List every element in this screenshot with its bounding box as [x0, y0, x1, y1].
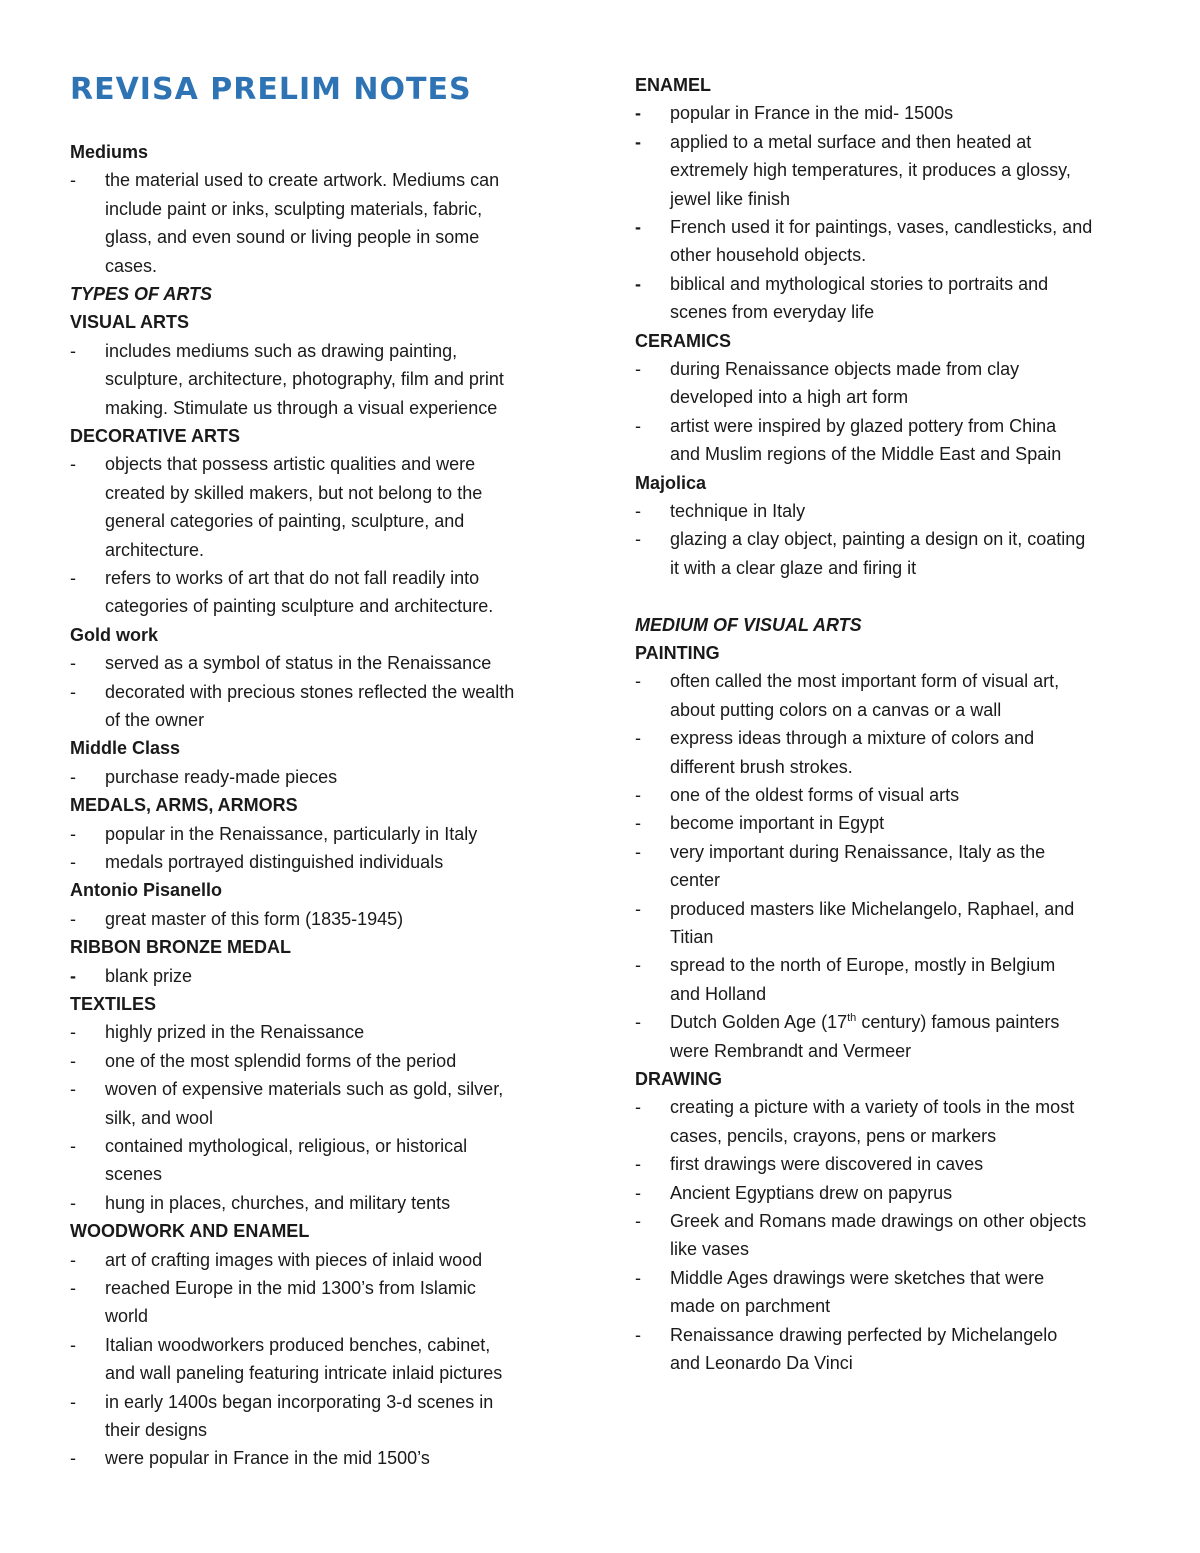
list-item-text: decorated with precious stones reflected the wealth: [105, 681, 515, 702]
section-heading: Majolica: [635, 472, 707, 493]
list-item-continuation: of the owner: [105, 710, 205, 730]
dash-bullet-icon: -: [70, 1334, 76, 1355]
list-item-text: Italian woodworkers produced benches, cabinet,: [105, 1334, 491, 1355]
list-item-text: Ancient Egyptians drew on papyrus: [670, 1182, 953, 1203]
list-item-text: popular in France in the mid- 1500s: [670, 103, 954, 124]
list-item-text: Renaissance drawing perfected by Michelangelo: [670, 1324, 1058, 1345]
dash-bullet-icon: -: [70, 1079, 76, 1100]
dash-bullet-icon: -: [70, 852, 76, 872]
list-item: [70, 848, 605, 876]
list-item-continuation: and Holland: [670, 983, 767, 1004]
dash-bullet-icon: -: [70, 454, 76, 475]
list-item-continuation: made on parchment: [670, 1296, 831, 1317]
list-item: [70, 763, 605, 791]
section-heading: Middle Class: [70, 738, 181, 759]
list-item-text: popular in the Renaissance, particularly in Italy: [105, 823, 478, 844]
list-item-text: one of the most splendid forms of the period: [105, 1050, 457, 1071]
list-item: [70, 564, 605, 592]
list-item-continuation: categories of painting sculpture and architecture.: [105, 596, 494, 617]
dash-bullet-icon: -: [635, 728, 641, 749]
list-item-text: woven of expensive materials such as gold, silver,: [105, 1079, 504, 1100]
list-item-text: objects that possess artistic qualities and were: [105, 454, 476, 475]
list-item-text: first drawings were discovered in caves: [670, 1154, 984, 1175]
section-heading: DRAWING: [635, 1069, 722, 1089]
dash-bullet-icon: -: [635, 671, 641, 692]
dash-bullet-icon: -: [635, 1211, 641, 1231]
list-item: [70, 1075, 605, 1103]
dash-bullet-icon: -: [70, 1050, 76, 1071]
section-category-heading: MEDIUM OF VISUAL ARTS: [635, 614, 862, 635]
list-item-continuation: it with a clear glaze and firing it: [670, 557, 917, 578]
dash-bullet-icon: -: [70, 908, 76, 929]
list-item: [635, 895, 1170, 923]
list-item: [635, 99, 1170, 127]
list-item: [70, 905, 605, 933]
dash-bullet-icon: -: [70, 1448, 76, 1469]
list-item-text: glazing a clay object, painting a design on it, coating: [670, 529, 1086, 550]
dash-bullet-icon: -: [635, 273, 641, 294]
list-item-text: one of the oldest forms of visual arts: [670, 785, 960, 805]
list-item-text: highly prized in the Renaissance: [105, 1022, 365, 1043]
list-item-continuation: making. Stimulate us through a visual experience: [105, 397, 498, 418]
list-item-text: includes mediums such as drawing painting,: [105, 340, 458, 361]
section-heading: DECORATIVE ARTS: [70, 426, 241, 446]
section-heading: MEDALS, ARMS, ARMORS: [70, 795, 298, 816]
dash-bullet-icon: -: [635, 501, 641, 521]
section-category-heading: TYPES OF ARTS: [70, 284, 213, 304]
list-item: [70, 649, 605, 677]
dash-bullet-icon: -: [70, 653, 76, 674]
list-item-continuation: jewel like finish: [670, 188, 791, 209]
dash-bullet-icon: -: [70, 1249, 76, 1270]
list-item-continuation: developed into a high art form: [670, 387, 909, 408]
dash-bullet-icon: -: [635, 131, 641, 152]
list-item: [635, 270, 1170, 298]
list-item: [635, 1207, 1170, 1235]
dash-bullet-icon: -: [635, 1154, 641, 1175]
list-item-text: in early 1400s began incorporating 3-d scenes in: [105, 1391, 494, 1412]
list-item: [635, 1008, 1170, 1036]
list-item-continuation: world: [105, 1306, 149, 1327]
list-item-text: served as a symbol of status in the Renaissance: [105, 653, 492, 674]
list-item-text: the material used to create artwork. Mediums can: [105, 170, 500, 191]
section-heading: TEXTILES: [70, 994, 157, 1014]
list-item-text: art of crafting images with pieces of inlaid wood: [105, 1249, 483, 1270]
list-item-text: creating a picture with a variety of tools in the most: [670, 1097, 1075, 1118]
dash-bullet-icon: -: [635, 529, 641, 550]
list-item-text: produced masters like Michelangelo, Raphael, and: [670, 898, 1075, 919]
list-item: [635, 951, 1170, 979]
list-item-continuation: their designs: [105, 1420, 208, 1440]
dash-bullet-icon: -: [635, 1097, 641, 1118]
list-item-text: refers to works of art that do not fall readily into: [105, 568, 480, 588]
list-item: [635, 525, 1170, 553]
list-item: [635, 781, 1170, 809]
list-item: [70, 1018, 605, 1046]
list-item-text: technique in Italy: [670, 501, 806, 521]
list-item-text: Greek and Romans made drawings on other objects: [670, 1211, 1087, 1231]
list-item-continuation: different brush strokes.: [670, 756, 853, 777]
dash-bullet-icon: -: [70, 568, 76, 588]
list-item: [70, 450, 605, 478]
list-item: [70, 1444, 605, 1472]
section-heading: Gold work: [70, 624, 159, 645]
list-item-continuation: general categories of painting, sculpture, and: [105, 511, 465, 532]
list-item-text: express ideas through a mixture of colors and: [670, 728, 1035, 749]
list-item: [70, 678, 605, 706]
list-item: [635, 724, 1170, 752]
dash-bullet-icon: -: [70, 766, 76, 787]
section-heading: CERAMICS: [635, 330, 732, 351]
section-heading: WOODWORK AND ENAMEL: [70, 1221, 310, 1242]
list-item: [70, 337, 605, 365]
list-item-continuation: include paint or inks, sculpting materials, fabric,: [105, 198, 483, 219]
list-item-continuation: center: [670, 870, 721, 891]
list-item-text: were popular in France in the mid 1500’s: [105, 1448, 430, 1469]
list-item-continuation: glass, and even sound or living people in some: [105, 227, 480, 248]
list-item: [635, 213, 1170, 241]
list-item-continuation: cases, pencils, crayons, pens or markers: [670, 1125, 997, 1146]
list-item: [635, 1093, 1170, 1121]
list-item: [70, 1274, 605, 1302]
list-item-continuation: cases.: [105, 255, 158, 276]
list-item-text: French used it for paintings, vases, candlesticks, and: [670, 217, 1093, 237]
dash-bullet-icon: -: [635, 1012, 641, 1033]
list-item-text: Middle Ages drawings were sketches that were: [670, 1267, 1045, 1288]
list-item-continuation: were Rembrandt and Vermeer: [670, 1040, 912, 1061]
list-item-continuation: and wall paneling featuring intricate inlaid pictures: [105, 1363, 503, 1384]
dash-bullet-icon: -: [70, 1391, 76, 1412]
list-item-continuation: like vases: [670, 1239, 750, 1260]
list-item-continuation: silk, and wool: [105, 1107, 214, 1128]
list-item-text: contained mythological, religious, or historical: [105, 1136, 468, 1156]
dash-bullet-icon: -: [70, 340, 76, 361]
dash-bullet-icon: -: [635, 898, 641, 919]
list-item: [635, 412, 1170, 440]
list-item-text: Dutch Golden Age (17th century) famous painters: [670, 1012, 1060, 1033]
list-item-continuation: and Muslim regions of the Middle East and Spain: [670, 444, 1062, 465]
list-item-text: become important in Egypt: [670, 813, 885, 834]
dash-bullet-icon: -: [70, 170, 76, 191]
list-item: [635, 1150, 1170, 1178]
superscript: th: [847, 1012, 857, 1025]
list-item: [70, 1189, 605, 1217]
list-item-continuation: extremely high temperatures, it produces a glossy,: [670, 160, 1071, 181]
list-item-continuation: scenes: [105, 1164, 163, 1185]
dash-bullet-icon: -: [635, 103, 641, 124]
dash-bullet-icon: -: [635, 813, 641, 834]
dash-bullet-icon: -: [70, 965, 76, 986]
section-heading: Mediums: [70, 142, 149, 162]
list-item: [635, 667, 1170, 695]
list-item: [635, 128, 1170, 156]
list-item-continuation: Titian: [670, 927, 714, 947]
dash-bullet-icon: -: [635, 217, 641, 237]
list-item: [635, 1321, 1170, 1349]
list-item-text: hung in places, churches, and military tents: [105, 1192, 451, 1213]
list-item-continuation: sculpture, architecture, photography, film and print: [105, 369, 504, 390]
list-item-continuation: scenes from everyday life: [670, 302, 875, 323]
list-item-text: very important during Renaissance, Italy as the: [670, 841, 1046, 862]
list-item: [70, 166, 605, 194]
list-item: [635, 355, 1170, 383]
dash-bullet-icon: -: [635, 841, 641, 862]
section-heading: ENAMEL: [635, 75, 711, 95]
dash-bullet-icon: -: [70, 823, 76, 844]
list-item-text: blank prize: [105, 965, 193, 986]
list-item: [635, 838, 1170, 866]
list-item: [635, 1264, 1170, 1292]
blank-line: [635, 582, 1135, 610]
dash-bullet-icon: -: [635, 785, 641, 805]
section-heading: PAINTING: [635, 643, 720, 663]
list-item: [635, 497, 1170, 525]
list-item-text: artist were inspired by glazed pottery from China: [670, 415, 1057, 436]
dash-bullet-icon: -: [70, 681, 76, 702]
list-item-continuation: other household objects.: [670, 245, 867, 266]
list-item: [70, 1047, 605, 1075]
list-item-text: purchase ready-made pieces: [105, 766, 338, 787]
list-item: [635, 1179, 1170, 1207]
list-item-text: medals portrayed distinguished individuals: [105, 852, 444, 872]
list-item-text: applied to a metal surface and then heated at: [670, 131, 1032, 152]
list-item-text: reached Europe in the mid 1300’s from Islamic: [105, 1278, 476, 1298]
dash-bullet-icon: -: [70, 1022, 76, 1043]
list-item: [70, 820, 605, 848]
dash-bullet-icon: -: [635, 955, 641, 976]
dash-bullet-icon: -: [635, 1182, 641, 1203]
list-item-continuation: and Leonardo Da Vinci: [670, 1353, 853, 1373]
page-title: REVISA PRELIM NOTES: [70, 72, 472, 107]
dash-bullet-icon: -: [70, 1136, 76, 1156]
list-item: [635, 809, 1170, 837]
list-item: [70, 1246, 605, 1274]
list-item-continuation: architecture.: [105, 539, 205, 560]
section-heading: Antonio Pisanello: [70, 880, 223, 901]
list-item-text: during Renaissance objects made from clay: [670, 359, 1020, 379]
list-item: [70, 1388, 605, 1416]
list-item: [70, 962, 605, 990]
list-item-continuation: about putting colors on a canvas or a wall: [670, 699, 1002, 720]
list-item: [70, 1331, 605, 1359]
list-item-text: spread to the north of Europe, mostly in Belgium: [670, 955, 1056, 976]
list-item-text: often called the most important form of visual art,: [670, 671, 1060, 692]
dash-bullet-icon: -: [70, 1278, 76, 1298]
section-heading: RIBBON BRONZE MEDAL: [70, 937, 291, 958]
list-item-text: biblical and mythological stories to portraits and: [670, 273, 1049, 294]
list-item-text: great master of this form (1835-1945): [105, 908, 404, 929]
dash-bullet-icon: -: [635, 359, 641, 379]
list-item-continuation: created by skilled makers, but not belong to the: [105, 482, 483, 503]
section-heading: VISUAL ARTS: [70, 312, 190, 333]
list-item: [70, 1132, 605, 1160]
dash-bullet-icon: -: [70, 1192, 76, 1213]
dash-bullet-icon: -: [635, 415, 641, 436]
dash-bullet-icon: -: [635, 1267, 641, 1288]
dash-bullet-icon: -: [635, 1324, 641, 1345]
